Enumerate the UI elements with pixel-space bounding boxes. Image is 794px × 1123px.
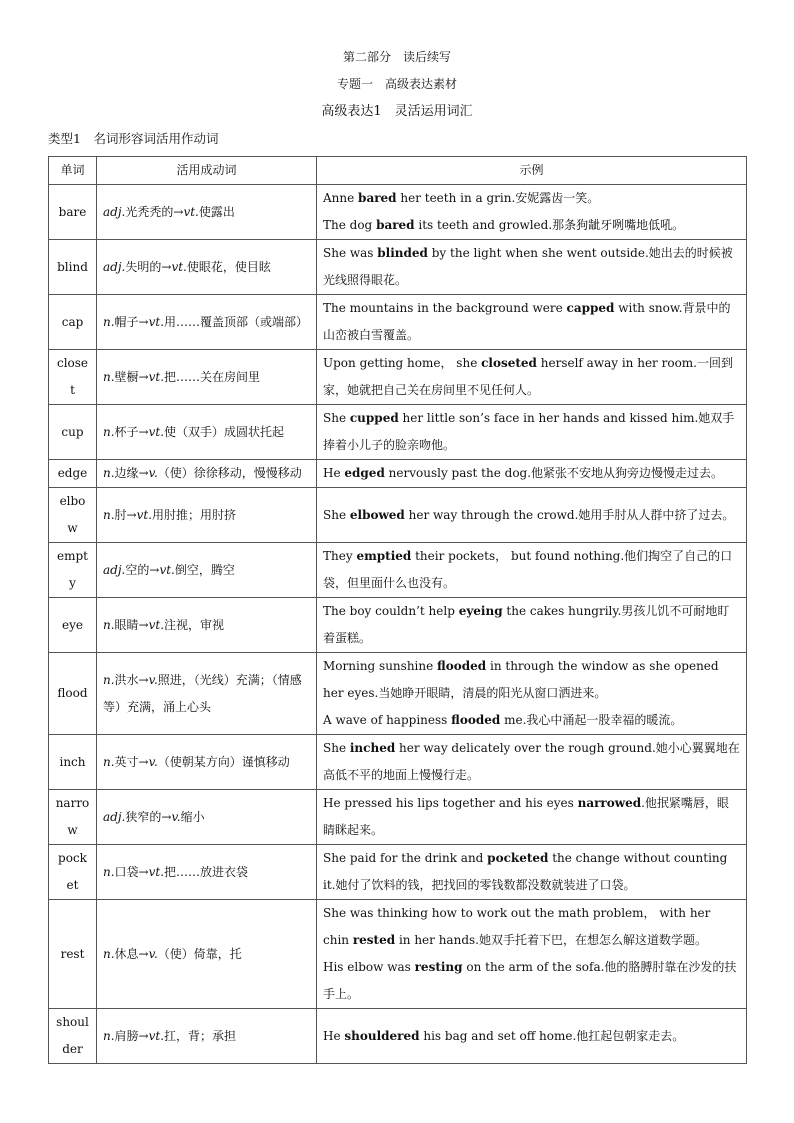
- target-verb: emptied: [356, 549, 412, 563]
- word-cell: cup: [49, 405, 97, 460]
- example-text: the cakes hungrily.男孩儿饥不可耐地盯着蛋糕。: [323, 604, 730, 645]
- column-header-verb-use: 活用成动词: [97, 157, 317, 185]
- target-verb: eyeing: [458, 604, 503, 618]
- example-sentence: [323, 502, 740, 529]
- verb-use-cell: [97, 598, 317, 653]
- meaning-text: 倒空，腾空: [174, 562, 235, 577]
- meaning-text: （使朝某方向）谨慎移动: [157, 754, 290, 769]
- example-text: in through the window as she opened her eyes.当她睁开眼睛，清晨的阳光从窗口洒进来。: [323, 659, 719, 700]
- meaning-text: 边缘→: [114, 466, 149, 480]
- example-text: She: [323, 411, 350, 425]
- part-of-speech: n.: [103, 314, 115, 329]
- example-text: He: [323, 466, 345, 480]
- target-verb: elbowed: [349, 507, 405, 522]
- word-cell: rest: [49, 900, 97, 1009]
- column-header-word: 单词: [49, 157, 97, 185]
- target-verb: bared: [358, 191, 397, 205]
- word-cell: cap: [49, 295, 97, 350]
- column-header-example: 示例: [317, 157, 747, 185]
- example-sentence: [323, 350, 740, 404]
- meaning-text: 眼睛→: [114, 617, 149, 632]
- example-cell: [317, 295, 747, 350]
- table-row: [49, 460, 747, 488]
- table-row: [49, 185, 747, 240]
- example-text: He: [323, 1028, 345, 1043]
- example-text: She was: [323, 246, 378, 260]
- table-row: [49, 405, 747, 460]
- target-verb: narrowed: [577, 796, 642, 810]
- example-text: her teeth in a grin.安妮露齿一笑。: [396, 191, 600, 205]
- meaning-text: 扛，背；承担: [164, 1028, 237, 1043]
- example-text: The boy couldn’t help: [323, 604, 459, 618]
- table-body: [49, 185, 747, 1064]
- part-of-speech: vt.: [148, 369, 165, 384]
- example-cell: [317, 790, 747, 845]
- meaning-text: 使露出: [198, 204, 235, 219]
- target-verb: blinded: [377, 246, 428, 260]
- part-of-speech: n.: [103, 754, 115, 769]
- verb-use-cell: [97, 295, 317, 350]
- part-of-speech: vt.: [183, 204, 199, 219]
- part-of-speech: v.: [171, 809, 181, 824]
- part-of-speech: vt.: [148, 314, 165, 329]
- example-text: A wave of happiness: [323, 713, 452, 727]
- verb-use-cell: [97, 240, 317, 295]
- example-text: with snow.背景中的山峦被白雪覆盖。: [323, 301, 731, 342]
- meaning-text: 空的→: [125, 562, 160, 577]
- word-cell: eye: [49, 598, 97, 653]
- table-row: [49, 735, 747, 790]
- meaning-text: 用肘推；用肘挤: [152, 507, 237, 522]
- part-of-speech: vt.: [148, 424, 165, 439]
- example-cell: [317, 460, 747, 488]
- part-of-speech: n.: [103, 1028, 115, 1043]
- part-heading: 第二部分 读后续写: [342, 50, 451, 64]
- example-text: She was thinking how to work out the math problem， with her chin: [323, 906, 711, 947]
- example-text: The dog: [323, 218, 377, 232]
- verb-use-cell: [97, 543, 317, 598]
- target-verb: edged: [344, 466, 385, 480]
- meaning-text: 狭窄的→: [125, 809, 172, 824]
- example-cell: [317, 1009, 747, 1064]
- part-of-speech: n.: [103, 864, 115, 879]
- verb-use-cell: [97, 350, 317, 405]
- part-of-speech: n.: [103, 466, 115, 480]
- part-of-speech: vt.: [136, 507, 153, 522]
- part-of-speech: n.: [103, 369, 115, 384]
- meaning-text: （使）徐徐移动，慢慢移动: [157, 466, 302, 480]
- target-verb: pocketed: [487, 851, 549, 865]
- meaning-text: 肩膀→: [114, 1028, 149, 1043]
- target-verb: closeted: [481, 356, 537, 370]
- example-text: Morning sunshine: [323, 659, 438, 673]
- part-of-speech: n.: [103, 672, 115, 687]
- table-row: [49, 543, 747, 598]
- section-title: 类型1 名词形容词活用作动词: [48, 131, 219, 146]
- example-text: They: [323, 549, 357, 563]
- part-of-speech: adj.: [103, 259, 126, 274]
- example-text: Upon getting home， she: [323, 356, 482, 370]
- vocabulary-table: [48, 156, 747, 1064]
- example-cell: [317, 240, 747, 295]
- part-of-speech: v.: [148, 466, 158, 480]
- example-text: her way delicately over the rough ground.她小心翼翼地在高低不平的地面上慢慢行走。: [323, 741, 740, 782]
- verb-use-cell: [97, 488, 317, 543]
- part-of-speech: n.: [103, 617, 115, 632]
- meaning-text: 壁橱→: [114, 369, 149, 384]
- meaning-text: 英寸→: [114, 754, 149, 769]
- example-text: He pressed his lips together and his eyes: [323, 796, 578, 810]
- example-text: The mountains in the background were: [323, 301, 567, 315]
- subtopic-heading: 高级表达1 灵活运用词汇: [321, 104, 473, 119]
- meaning-text: 照进，（光线）充满；（情感等）充满，涌上心头: [103, 672, 302, 714]
- meaning-text: 杯子→: [114, 424, 149, 439]
- part-of-speech: vt.: [148, 1028, 165, 1043]
- meaning-text: 使（双手）成圆状托起: [164, 424, 285, 439]
- verb-use-cell: [97, 1009, 317, 1064]
- word-cell: empty: [49, 543, 97, 598]
- example-cell: [317, 598, 747, 653]
- meaning-text: 肘→: [114, 507, 137, 522]
- target-verb: rested: [352, 933, 396, 947]
- example-text: me.我心中涌起一股幸福的暖流。: [500, 713, 683, 727]
- example-sentence: [323, 212, 740, 239]
- example-cell: [317, 735, 747, 790]
- example-cell: [317, 845, 747, 900]
- target-verb: flooded: [437, 659, 487, 673]
- example-text: her little son’s face in her hands and kissed him.她双手捧着小儿子的脸亲吻他。: [323, 411, 735, 452]
- target-verb: cupped: [349, 411, 399, 425]
- table-row: [49, 598, 747, 653]
- example-sentence: [323, 790, 740, 844]
- example-sentence: [323, 543, 740, 597]
- example-cell: [317, 543, 747, 598]
- word-cell: shoulder: [49, 1009, 97, 1064]
- part-of-speech: adj.: [103, 204, 126, 219]
- example-text: Anne: [323, 191, 359, 205]
- example-cell: [317, 185, 747, 240]
- verb-use-cell: [97, 460, 317, 488]
- meaning-text: 光秃秃的→: [125, 204, 184, 219]
- target-verb: shouldered: [344, 1028, 420, 1043]
- example-text: its teeth and growled.那条狗龇牙咧嘴地低吼。: [414, 218, 685, 232]
- meaning-text: 休息→: [114, 946, 149, 961]
- part-of-speech: n.: [103, 424, 115, 439]
- example-sentence: [323, 295, 740, 349]
- example-text: herself away in her room.一回到家，她就把自己关在房间里不见任何人。: [323, 356, 733, 397]
- table-row: [49, 350, 747, 405]
- part-of-speech: adj.: [103, 809, 126, 824]
- word-cell: flood: [49, 653, 97, 735]
- topic-heading: 专题一 高级表达素材: [336, 77, 457, 91]
- example-sentence: [323, 735, 740, 789]
- verb-use-cell: [97, 735, 317, 790]
- part-of-speech: vt.: [159, 562, 175, 577]
- example-cell: [317, 405, 747, 460]
- example-text: nervously past the dog.他紧张不安地从狗旁边慢慢走过去。: [384, 466, 724, 480]
- meaning-text: （使）倚靠，托: [157, 946, 242, 961]
- verb-use-cell: [97, 405, 317, 460]
- word-cell: narrow: [49, 790, 97, 845]
- table-row: [49, 295, 747, 350]
- meaning-text: 缩小: [180, 809, 205, 824]
- meaning-text: 口袋→: [114, 864, 149, 879]
- example-text: her way through the crowd.她用手肘从人群中挤了过去。: [404, 507, 735, 522]
- part-of-speech: vt.: [148, 617, 165, 632]
- example-sentence: [323, 845, 740, 899]
- meaning-text: 洪水→: [114, 672, 149, 687]
- verb-use-cell: [97, 900, 317, 1009]
- example-sentence: [323, 185, 740, 212]
- meaning-text: 使眼花，使目眩: [186, 259, 271, 274]
- example-text: the change without counting it.她付了饮料的钱，把找回的零钱数都没数就装进了口袋。: [323, 851, 728, 892]
- table-row: [49, 240, 747, 295]
- example-text: She: [323, 507, 350, 522]
- example-sentence: [323, 900, 740, 954]
- example-sentence: [323, 707, 740, 734]
- target-verb: bared: [376, 218, 415, 232]
- table-row: [49, 845, 747, 900]
- verb-use-cell: [97, 790, 317, 845]
- word-cell: pocket: [49, 845, 97, 900]
- meaning-text: 帽子→: [114, 314, 149, 329]
- example-text: his bag and set off home.他扛起包朝家走去。: [419, 1028, 685, 1043]
- example-cell: [317, 900, 747, 1009]
- part-of-speech: n.: [103, 507, 115, 522]
- meaning-text: 把……放进衣袋: [164, 864, 249, 879]
- target-verb: capped: [566, 301, 615, 315]
- target-verb: resting: [414, 960, 463, 974]
- meaning-text: 用……覆盖顶部（或端部）: [164, 314, 309, 329]
- example-cell: [317, 488, 747, 543]
- word-cell: inch: [49, 735, 97, 790]
- example-sentence: [323, 954, 740, 1008]
- example-text: on the arm of the sofa.他的胳膊肘靠在沙发的扶手上。: [323, 960, 737, 1001]
- table-row: [49, 653, 747, 735]
- example-sentence: [323, 1023, 740, 1050]
- example-text: She: [323, 741, 350, 755]
- example-sentence: [323, 598, 740, 652]
- example-text: His elbow was: [323, 960, 415, 974]
- part-of-speech: vt.: [148, 864, 165, 879]
- table-header-row: [49, 157, 747, 185]
- table-row: [49, 488, 747, 543]
- example-sentence: [323, 240, 740, 294]
- example-text: their pockets， but found nothing.他们掏空了自己的口袋，但里面什么也没有。: [323, 549, 733, 590]
- part-of-speech: adj.: [103, 562, 126, 577]
- example-text: .他抿紧嘴唇，眼睛眯起来。: [323, 796, 729, 837]
- word-cell: edge: [49, 460, 97, 488]
- part-of-speech: v.: [148, 946, 158, 961]
- example-text: by the light when she went outside.她出去的时候被光线照得眼花。: [323, 246, 733, 287]
- target-verb: inched: [349, 741, 396, 755]
- example-cell: [317, 350, 747, 405]
- word-cell: closet: [49, 350, 97, 405]
- example-text: She paid for the drink and: [323, 851, 488, 865]
- part-of-speech: vt.: [171, 259, 187, 274]
- verb-use-cell: [97, 185, 317, 240]
- word-cell: bare: [49, 185, 97, 240]
- example-text: in her hands.她双手托着下巴，在想怎么解这道数学题。: [395, 933, 707, 947]
- table-row: [49, 1009, 747, 1064]
- example-sentence: [323, 460, 740, 487]
- verb-use-cell: [97, 653, 317, 735]
- verb-use-cell: [97, 845, 317, 900]
- example-cell: [317, 653, 747, 735]
- meaning-text: 注视，审视: [164, 617, 225, 632]
- example-sentence: [323, 405, 740, 459]
- word-cell: elbow: [49, 488, 97, 543]
- word-cell: blind: [49, 240, 97, 295]
- part-of-speech: n.: [103, 946, 115, 961]
- table-row: [49, 790, 747, 845]
- table-row: [49, 900, 747, 1009]
- meaning-text: 把……关在房间里: [164, 369, 261, 384]
- target-verb: flooded: [451, 713, 501, 727]
- part-of-speech: v.: [148, 754, 158, 769]
- example-sentence: [323, 653, 740, 707]
- meaning-text: 失明的→: [125, 259, 172, 274]
- part-of-speech: v.: [148, 672, 158, 687]
